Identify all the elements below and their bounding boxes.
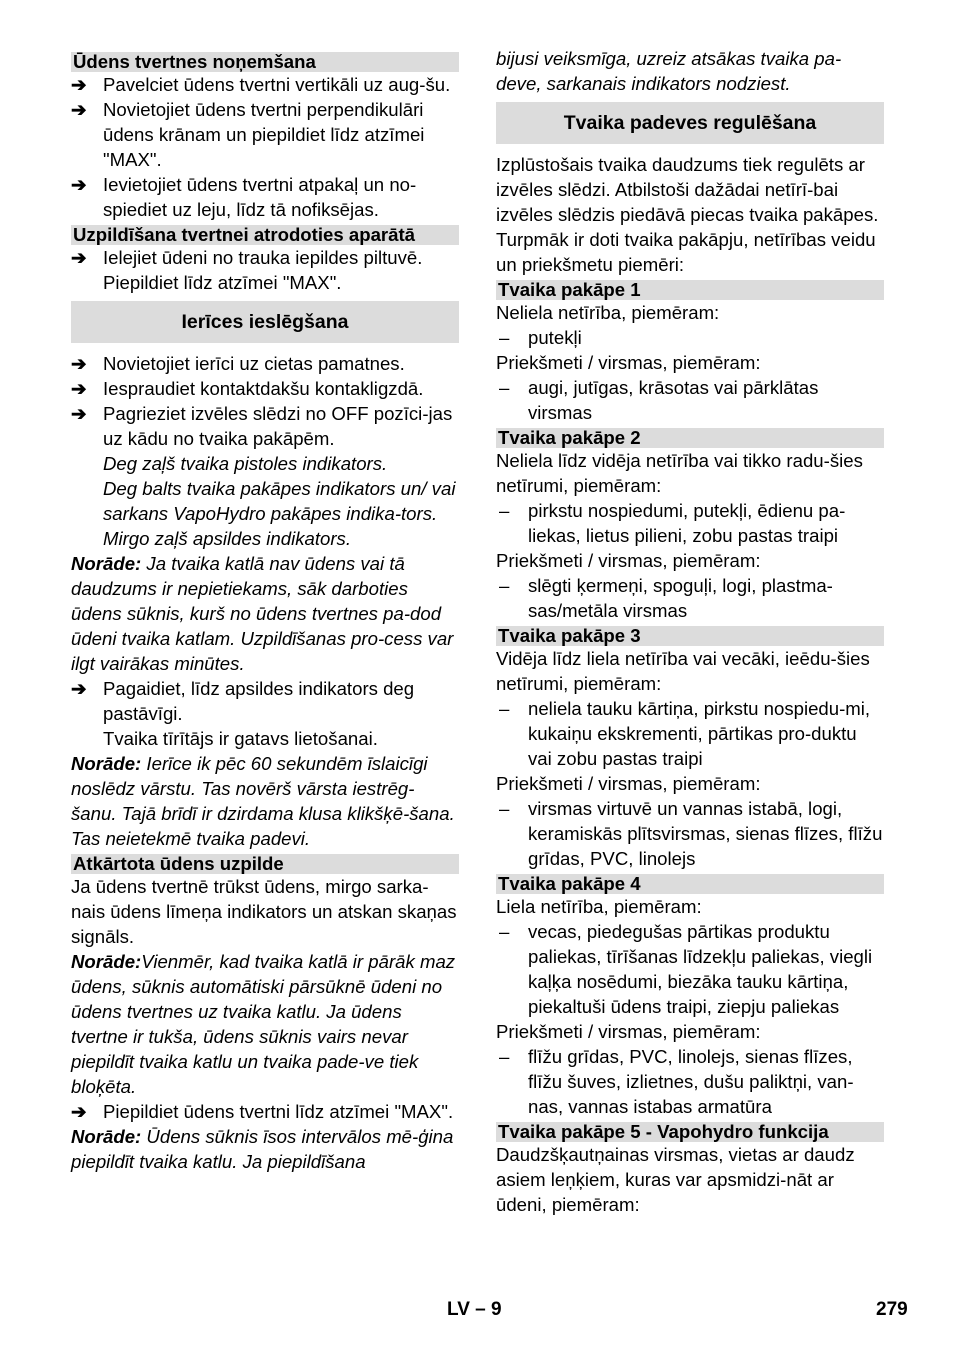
note-valve: Norāde: Ierīce ik pēc 60 sekundēm īslaicīgi noslēdz vārstu. Tas novērš vārsta iestrēg-šanu. Tajā brīdī ir dzirdama klusa klikšķē-šana. Tas neietekmē tvaika padevi. (71, 753, 455, 849)
arrow-icon: ➔ (71, 353, 87, 374)
dash-icon: – (499, 377, 510, 398)
list-item: – augi, jutīgas, krāsotas vai pārklātas virsmas (499, 377, 819, 423)
dash-icon: – (499, 327, 510, 348)
subheading-level-1: Tvaika pakāpe 1 (496, 280, 884, 300)
step-fill-tank: ➔ Novietojiet ūdens tvertni perpendikulāri ūdens krānam un piepildiet līdz atzīmei "MAX". (71, 99, 425, 170)
list-item: – flīžu grīdas, PVC, linolejs, sienas flīzes, flīžu šuves, izlietnes, dušu paliktņi, van-nas, vannas istabas armatūra (499, 1046, 854, 1117)
level-3-surface-intro: Priekšmeti / virsmas, piemēram: (496, 773, 761, 794)
step-turn-selector: ➔ Pagrieziet izvēles slēdzi no OFF pozīci-jas uz kādu no tvaika pakāpēm. (71, 403, 453, 449)
arrow-icon: ➔ (71, 247, 87, 268)
dash-icon: – (499, 698, 510, 719)
subheading-level-2: Tvaika pakāpe 2 (496, 428, 884, 448)
arrow-icon: ➔ (71, 99, 87, 120)
subheading-refill: Atkārtota ūdens uzpilde (71, 854, 459, 874)
level-2-surface-intro: Priekšmeti / virsmas, piemēram: (496, 550, 761, 571)
list-item: – slēgti ķermeņi, spoguļi, logi, plastma-sas/metāla virsmas (499, 575, 833, 621)
arrow-icon: ➔ (71, 174, 87, 195)
arrow-icon: ➔ (71, 378, 87, 399)
dash-icon: – (499, 798, 510, 819)
result-gun-indicator: Deg zaļš tvaika pistoles indikators. (103, 453, 388, 474)
step-pour-water: ➔ Ielejiet ūdeni no trauka iepildes piltuvē. Piepildiet līdz atzīmei "MAX". (71, 247, 423, 293)
right-column (496, 46, 884, 1217)
step-wait-heating: ➔ Pagaidiet, līdz apsildes indikators deg pastāvīgi. (71, 678, 415, 724)
level-1-surface-intro: Priekšmeti / virsmas, piemēram: (496, 352, 761, 373)
arrow-icon: ➔ (71, 678, 87, 699)
level-4-dirt-intro: Liela netīrība, piemēram: (496, 896, 702, 917)
result-heating-indicator: Mirgo zaļš apsildes indikators. (103, 528, 352, 549)
list-item: – pirkstu nospiedumi, putekļi, ēdienu pa-liekas, lietus pilieni, zobu pastas traipi (499, 500, 846, 546)
step-place-device: ➔ Novietojiet ierīci uz cietas pamatnes. (71, 353, 405, 374)
subheading-fill-in-device: Uzpildīšana tvertnei atrodoties aparātā (71, 225, 459, 245)
paragraph-steam-regulation: Izplūstošais tvaika daudzums tiek regulēts ar izvēles slēdzi. Atbilstoši dažādai netīrī-bai izvēles slēdzis piedāvā piecas tvaika pakāpes. Turpmāk ir doti tvaika pakāpju, netīrības veidu un priekšmetu piemēri: (496, 154, 879, 275)
step-pull-tank: ➔ Pavelciet ūdens tvertni vertikāli uz aug-šu. (71, 74, 451, 95)
level-1-dirt-intro: Neliela netīrība, piemēram: (496, 302, 720, 323)
section-title-switch-on: Ierīces ieslēgšana (71, 301, 459, 343)
level-2-dirt-intro: Neliela līdz vidēja netīrība vai tikko radu-šies netīrumi, piemēram: (496, 450, 863, 496)
subheading-remove-tank: Ūdens tvertnes noņemšana (71, 52, 459, 72)
arrow-icon: ➔ (71, 403, 87, 424)
footer-page-number: 279 (876, 1299, 908, 1320)
note-refill: Norāde:Vienmēr, kad tvaika katlā ir pārāk maz ūdens, sūknis automātiski pārsūknē ūdeni no ūdens tvertnes uz tvaika katlu. Ja ūdens tvertne ir tukša, ūdens sūknis vairs nevar piepildīt tvaika katlu un tvaika pade-ve tiek bloķēta. (71, 951, 456, 1097)
list-item: – putekļi (499, 327, 582, 348)
dash-icon: – (499, 575, 510, 596)
list-item: – neliela tauku kārtiņa, pirkstu nospiedu-mi, kukaiņu ekskrementi, pārtikas pro-duktu vai zobu pastas traipi (499, 698, 871, 769)
note-pump-interval: Norāde: Ūdens sūknis īsos intervālos mē-ģina piepildīt tvaika katlu. Ja piepildīšana (71, 1126, 454, 1172)
subheading-level-3: Tvaika pakāpe 3 (496, 626, 884, 646)
list-item: – virsmas virtuvē un vannas istabā, logi, keramiskās plītsvirsmas, sienas flīzes, flīžu grīdas, PVC, linolejs (499, 798, 883, 869)
dash-icon: – (499, 1046, 510, 1067)
result-ready: Tvaika tīrītājs ir gatavs lietošanai. (103, 728, 378, 749)
note-continuation: bijusi veiksmīga, uzreiz atsākas tvaika pa-deve, sarkanais indikators nodziest. (496, 48, 842, 94)
step-plug-in: ➔ Iespraudiet kontaktdakšu kontakligzdā. (71, 378, 424, 399)
dash-icon: – (499, 500, 510, 521)
section-title-steam-regulation: Tvaika padeves regulēšana (496, 102, 884, 144)
step-insert-tank: ➔ Ievietojiet ūdens tvertni atpakaļ un no-spiediet uz leju, līdz tā nofiksējas. (71, 174, 417, 220)
subheading-level-5: Tvaika pakāpe 5 - Vapohydro funkcija (496, 1122, 884, 1142)
level-4-surface-intro: Priekšmeti / virsmas, piemēram: (496, 1021, 761, 1042)
note-pump: Norāde: Ja tvaika katlā nav ūdens vai tā daudzums ir nepietiekams, sāk darboties ūdens sūknis, kurš no ūdens tvertnes pa-dod ūdeni tvaika katlam. Uzpildīšanas pro-cess var ilgt vairākas minūtes. (71, 553, 454, 674)
arrow-icon: ➔ (71, 74, 87, 95)
paragraph-refill: Ja ūdens tvertnē trūkst ūdens, mirgo sarka-nais ūdens līmeņa indikators un atskan skaņas signāls. (71, 876, 457, 947)
footer-page-label: LV – 9 (447, 1299, 502, 1320)
step-refill-max: ➔ Piepildiet ūdens tvertni līdz atzīmei "MAX". (71, 1101, 454, 1122)
left-column (71, 46, 459, 1174)
result-level-indicator: Deg balts tvaika pakāpes indikators un/ vai sarkans VapoHydro pakāpes indika-tors. (103, 478, 456, 524)
level-5-intro: Daudzšķautņainas virsmas, vietas ar daudz asiem leņķiem, kuras var apsmidzi-nāt ar ūdeni, piemēram: (496, 1144, 855, 1215)
list-item: – vecas, piedegušas pārtikas produktu paliekas, tīrīšanas līdzekļu paliekas, viegli kaļķa nosēdumi, biezāka tauku kārtiņa, piekaltuši ūdens traipi, ziepju paliekas (499, 921, 873, 1017)
dash-icon: – (499, 921, 510, 942)
level-3-dirt-intro: Vidēja līdz liela netīrība vai vecāki, ieēdu-šies netīrumi, piemēram: (496, 648, 870, 694)
subheading-level-4: Tvaika pakāpe 4 (496, 874, 884, 894)
arrow-icon: ➔ (71, 1101, 87, 1122)
